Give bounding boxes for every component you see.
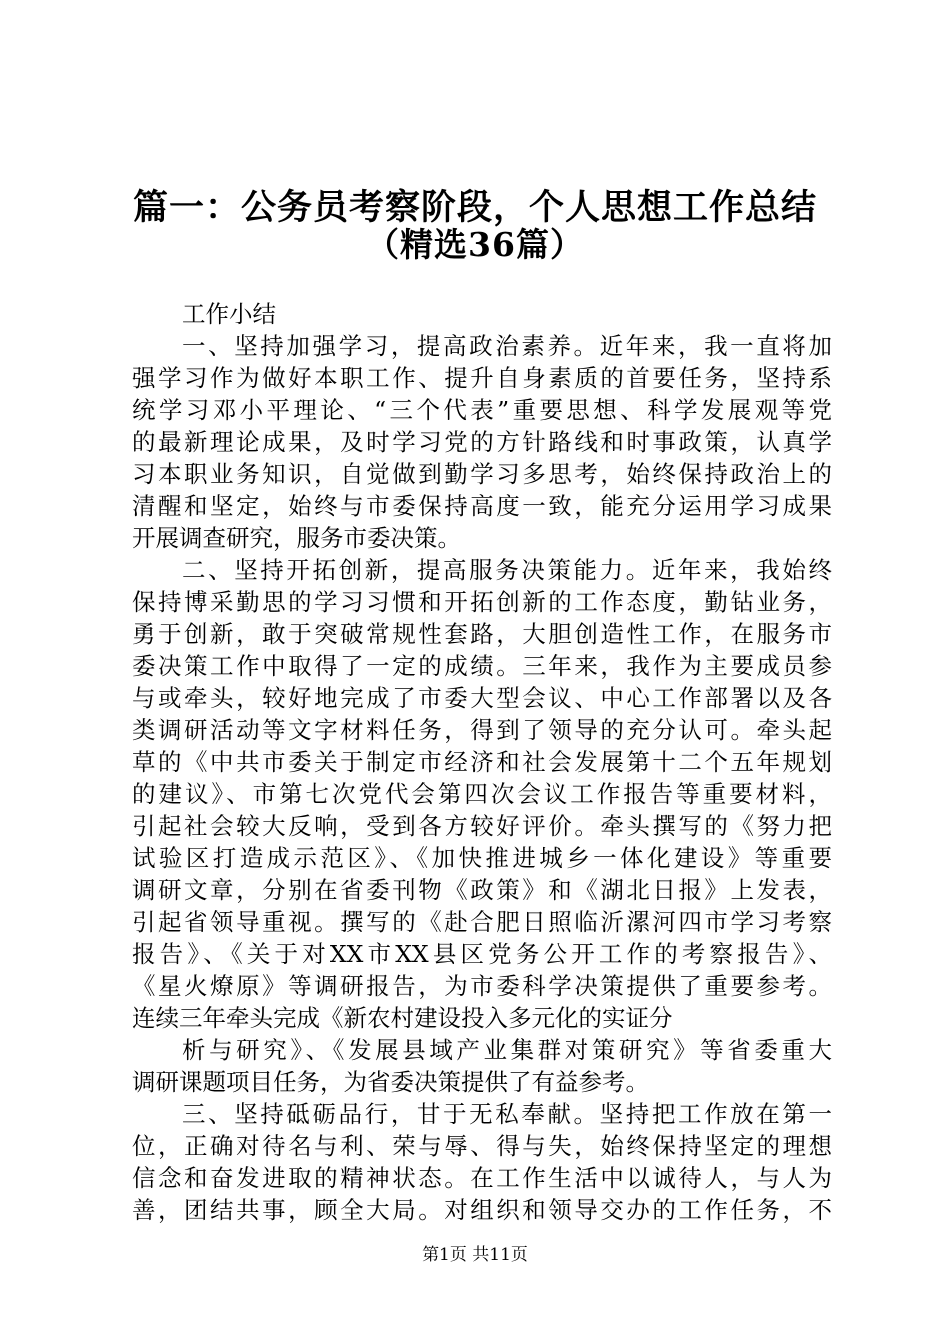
text-line: 信念和奋发进取的精神状态。在工作生活中以诚待人，与人为 <box>132 1164 832 1192</box>
text-line: 与或牵头，较好地完成了市委大型会议、中心工作部署以及各 <box>132 684 832 712</box>
text-line: 清醒和坚定，始终与市委保持高度一致，能充分运用学习成果 <box>132 492 832 520</box>
text-line: 析与研究》、《发展县域产业集群对策研究》等省委重大 <box>182 1036 832 1064</box>
text-line: 三、坚持砥砺品行，甘于无私奉献。坚持把工作放在第一 <box>182 1100 832 1128</box>
text-line: 强学习作为做好本职工作、提升自身素质的首要任务，坚持系 <box>132 364 832 392</box>
text-line: 报告》、《关于对XX市XX县区党务公开工作的考察报告》、 <box>132 940 832 968</box>
text-line: 善，团结共事，顾全大局。对组织和领导交办的工作任务，不 <box>132 1196 832 1224</box>
text-line: 统学习邓小平理论、“三个代表”重要思想、科学发展观等党 <box>132 396 832 424</box>
text-line: 草的《中共市委关于制定市经济和社会发展第十二个五年规划 <box>132 748 832 776</box>
text-line: 勇于创新，敢于突破常规性套路，大胆创造性工作，在服务市 <box>132 620 832 648</box>
text-line: 试验区打造成示范区》、《加快推进城乡一体化建设》等重要 <box>132 844 832 872</box>
document-title-line1: 篇一：公务员考察阶段，个人思想工作总结 <box>132 187 817 228</box>
text-line: 位，正确对待名与利、荣与辱、得与失，始终保持坚定的理想 <box>132 1132 832 1160</box>
text-line: 开展调查研究，服务市委决策。 <box>132 524 461 552</box>
text-line: 习本职业务知识，自觉做到勤学习多思考，始终保持政治上的 <box>132 460 832 488</box>
text-line: 工作小结 <box>182 300 276 328</box>
page-number-footer: 第1页 共11页 <box>422 1245 528 1265</box>
text-line: 《星火燎原》等调研报告，为市委科学决策提供了重要参考。 <box>132 972 832 1000</box>
text-line: 委决策工作中取得了一定的成绩。三年来，我作为主要成员参 <box>132 652 832 680</box>
text-line: 二、坚持开拓创新，提高服务决策能力。近年来，我始终 <box>182 556 832 584</box>
text-line: 调研文章，分别在省委刊物《政策》和《湖北日报》上发表， <box>132 876 832 904</box>
text-line: 一、坚持加强学习，提高政治素养。近年来，我一直将加 <box>182 332 832 360</box>
document-title-line2: （精选36篇） <box>366 225 584 264</box>
text-line: 保持博采勤思的学习习惯和开拓创新的工作态度，勤钻业务， <box>132 588 832 616</box>
text-line: 调研课题项目任务，为省委决策提供了有益参考。 <box>132 1068 649 1096</box>
text-line: 的最新理论成果，及时学习党的方针路线和时事政策，认真学 <box>132 428 832 456</box>
text-line: 引起社会较大反响，受到各方较好评价。牵头撰写的《努力把 <box>132 812 832 840</box>
text-line: 引起省领导重视。撰写的《赴合肥日照临沂漯河四市学习考察 <box>132 908 832 936</box>
text-line: 类调研活动等文字材料任务，得到了领导的充分认可。牵头起 <box>132 716 832 744</box>
text-line: 连续三年牵头完成《新农村建设投入多元化的实证分 <box>132 1004 673 1032</box>
text-line: 的建议》、市第七次党代会第四次会议工作报告等重要材料， <box>132 780 832 808</box>
